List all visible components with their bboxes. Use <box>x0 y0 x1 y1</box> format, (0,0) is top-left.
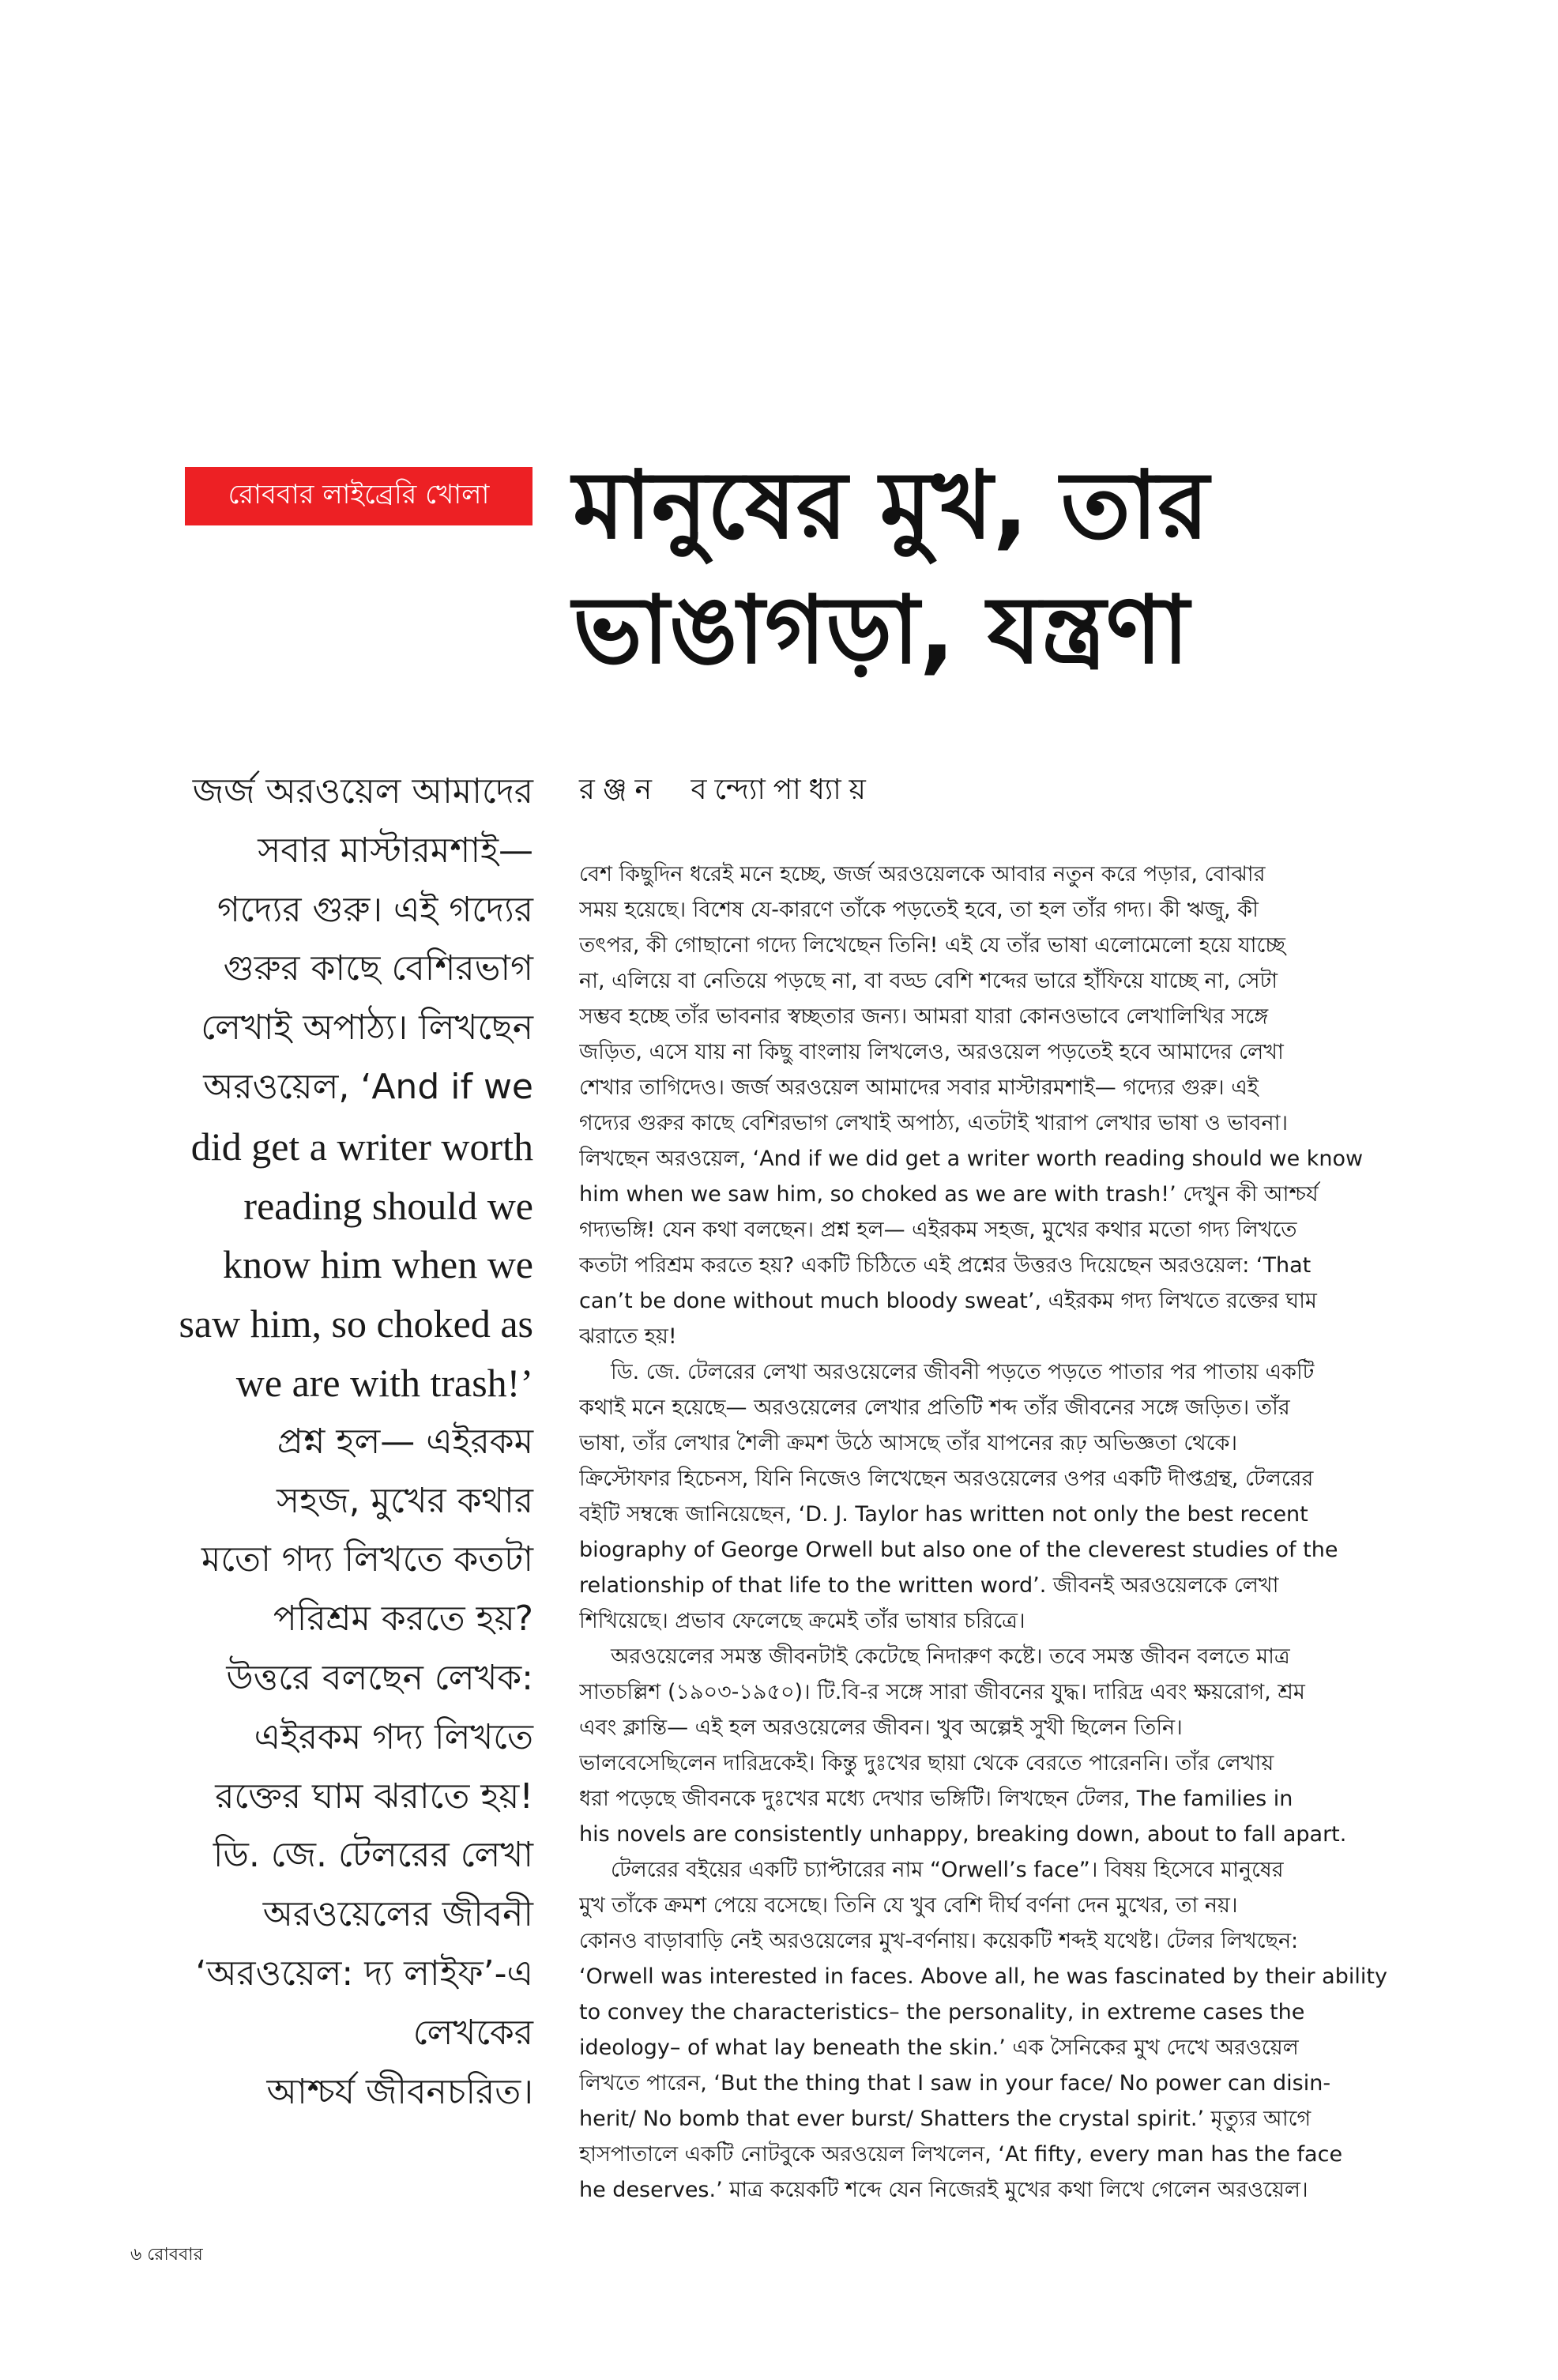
body-line: herit/ No bomb that ever burst/ Shatters the crystal spirit.’ মৃত্যুর আগে <box>579 2107 1312 2131</box>
body-line: কতটা পরিশ্রম করতে হয়? একটি চিঠিতে এই প্রশ্নের উত্তরও দিয়েছেন অরওয়েল: ‘That <box>579 1253 1312 1278</box>
pull-quote-line: know him when we <box>223 1242 533 1287</box>
pull-quote-line: গদ্যের গুরু। এই গদ্যের <box>216 889 533 930</box>
body-line: ডি. জে. টেলরের লেখা অরওয়েলের জীবনী পড়তে পড়তে পাতার পর পাতায় একটি <box>611 1360 1315 1384</box>
body-line: ধরা পড়েছে জীবনকে দুঃখের মধ্যে দেখার ভঙ্গিটি। লিখছেন টেলর, The families in <box>579 1787 1293 1811</box>
pull-quote-line: আশ্চর্য জীবনচরিত। <box>266 2071 533 2112</box>
pull-quote-line: ‘অরওয়েল: দ্য লাইফ’-এ <box>195 1953 533 1994</box>
pull-quote-line: সবার মাস্টারমশাই— <box>258 830 533 871</box>
pull-quote-line: প্রশ্ন হল— এইরকম <box>277 1421 533 1462</box>
pull-quote-line: অরওয়েল, ‘And if we <box>203 1066 533 1107</box>
pull-quote-line: গুরুর কাছে বেশিরভাগ <box>223 948 533 989</box>
body-line: সাতচল্লিশ (১৯০৩-১৯৫০)। টি.বি-র সঙ্গে সারা জীবনের যুদ্ধ। দারিদ্র এবং ক্ষয়রোগ, শ্রম <box>579 1680 1305 1704</box>
body-line: হাসপাতালে একটি নোটবুকে অরওয়েল লিখলেন, ‘At fifty, every man has the face <box>579 2142 1343 2167</box>
body-line: ঝরাতে হয়! <box>579 1324 677 1349</box>
body-line: to convey the characteristics– the personality, in extreme cases the <box>579 2000 1305 2024</box>
body-line: এবং ক্লান্তি— এই হল অরওয়েলের জীবন। খুব অল্পেই সুখী ছিলেন তিনি। <box>579 1715 1183 1740</box>
body-line: ভাষা, তাঁর লেখার শৈলী ক্রমশ উঠে আসছে তাঁর যাপনের রূঢ় অভিজ্ঞতা থেকে। <box>579 1431 1238 1455</box>
pull-quote-line: রক্তের ঘাম ঝরাতে হয়! <box>215 1776 533 1817</box>
body-line: সম্ভব হচ্ছে তাঁর ভাবনার স্বচ্ছতার জন্য। আমরা যারা কোনওভাবে লেখালিখির সঙ্গে <box>579 1004 1269 1029</box>
pull-quote-line: মতো গদ্য লিখতে কতটা <box>201 1539 533 1580</box>
body-line: কোনও বাড়াবাড়ি নেই অরওয়েলের মুখ-বর্ণনায়। কয়েকটি শব্দই যথেষ্ট। টেলর লিখছেন: <box>579 1929 1299 1953</box>
body-line: ভালবেসেছিলেন দারিদ্রকেই। কিন্তু দুঃখের ছায়া থেকে বেরতে পারেননি। তাঁর লেখায় <box>579 1751 1274 1776</box>
pull-quote-line: অরওয়েলের জীবনী <box>262 1894 533 1935</box>
pull-quote-line: সহজ, মুখের কথার <box>277 1480 533 1521</box>
body-line: শিখিয়েছে। প্রভাব ফেলেছে ক্রমেই তাঁর ভাষার চরিত্রে। <box>579 1609 1025 1633</box>
body-line: গদ্যভঙ্গি! যেন কথা বলছেন। প্রশ্ন হল— এইরকম সহজ, মুখের কথার মতো গদ্য লিখতে <box>579 1218 1297 1242</box>
headline <box>573 442 1521 692</box>
page-folio: ৬ রোববার <box>130 2245 203 2265</box>
headline-line-2: ভাঙাগড়া, যন্ত্রণা <box>573 575 1190 684</box>
pull-quote-line: we are with trash!’ <box>235 1360 533 1405</box>
body-line: বেশ কিছুদিন ধরেই মনে হচ্ছে, জর্জ অরওয়েলকে আবার নতুন করে পড়ার, বোঝার <box>579 862 1266 887</box>
article-body <box>579 857 1440 2208</box>
body-line: ‘Orwell was interested in faces. Above all, he was fascinated by their ability <box>579 1964 1387 1989</box>
headline-line-1: মানুষের মুখ, তার <box>573 450 1210 559</box>
pull-quote-line: ডি. জে. টেলরের লেখা <box>213 1835 533 1876</box>
body-line: অরওয়েলের সমস্ত জীবনটাই কেটেছে নিদারুণ কষ্টে। তবে সমস্ত জীবন বলতে মাত্র <box>611 1644 1290 1669</box>
pull-quote-line: লেখাই অপাঠ্য। লিখছেন <box>201 1007 533 1049</box>
pull-quote-line: লেখকের <box>412 2012 533 2053</box>
body-line: টেলরের বইয়ের একটি চ্যাপ্টারের নাম “Orwell’s face”। বিষয় হিসেবে মানুষের <box>611 1858 1284 1882</box>
body-line: biography of George Orwell but also one of the cleverest studies of the <box>579 1538 1338 1562</box>
body-line: ideology– of what lay beneath the skin.’ এক সৈনিকের মুখ দেখে অরওয়েল <box>579 2035 1299 2060</box>
body-line: সময় হয়েছে। বিশেষ যে-কারণে তাঁকে পড়তেই হবে, তা হল তাঁর গদ্য। কী ঋজু, কী <box>579 898 1259 922</box>
pull-quote-line: did get a writer worth <box>190 1124 533 1169</box>
body-line: can’t be done without much bloody sweat’, এইরকম গদ্য লিখতে রক্তের ঘাম <box>579 1289 1317 1313</box>
pull-quote <box>119 763 533 2122</box>
body-line: কথাই মনে হয়েছে— অরওয়েলের লেখার প্রতিটি শব্দ তাঁর জীবনের সঙ্গে জড়িত। তাঁর <box>579 1395 1290 1420</box>
pull-quote-line: reading should we <box>243 1183 533 1228</box>
body-line: শেখার তাগিদেও। জর্জ অরওয়েল আমাদের সবার মাস্টারমশাই— গদ্যের গুরু। এই <box>579 1075 1259 1100</box>
pull-quote-line: পরিশ্রম করতে হয়? <box>273 1599 533 1640</box>
body-line: him when we saw him, so choked as we are with trash!’ দেখুন কী আশ্চর্য <box>579 1182 1319 1207</box>
body-line: তৎপর, কী গোছানো গদ্যে লিখেছেন তিনি! এই যে তাঁর ভাষা এলোমেলো হয়ে যাচ্ছে <box>579 933 1285 958</box>
body-line: লিখছেন অরওয়েল, ‘And if we did get a writer worth reading should we know <box>579 1147 1364 1171</box>
body-line: গদ্যের গুরুর কাছে বেশিরভাগ লেখাই অপাঠ্য, এতটাই খারাপ লেখার ভাষা ও ভাবনা। <box>579 1111 1289 1135</box>
pull-quote-line: saw him, so choked as <box>179 1301 533 1346</box>
pull-quote-line: এইরকম গদ্য লিখতে <box>254 1716 533 1757</box>
body-line: his novels are consistently unhappy, breaking down, about to fall apart. <box>579 1822 1347 1847</box>
body-line: না, এলিয়ে বা নেতিয়ে পড়ছে না, বা বড্ড বেশি শব্দের ভারে হাঁফিয়ে যাচ্ছে না, সেটা <box>579 969 1278 993</box>
body-line: ক্রিস্টোফার হিচেনস, যিনি নিজেও লিখেছেন অরওয়েলের ওপর একটি দীপ্তগ্রন্থ, টেলরের <box>579 1467 1314 1491</box>
body-line: জড়িত, এসে যায় না কিছু বাংলায় লিখলেও, অরওয়েল পড়তেই হবে আমাদের লেখা <box>579 1040 1284 1064</box>
byline: রঞ্জন বন্দ্যোপাধ্যায় <box>579 774 874 806</box>
body-line: মুখ তাঁকে ক্রমশ পেয়ে বসেছে। তিনি যে খুব বেশি দীর্ঘ বর্ণনা দেন মুখের, তা নয়। <box>579 1893 1238 1918</box>
body-line: বইটি সম্বন্ধে জানিয়েছেন, ‘D. J. Taylor has written not only the best recent <box>579 1502 1308 1527</box>
body-line: relationship of that life to the written word’. জীবনই অরওয়েলকে লেখা <box>579 1573 1279 1598</box>
pull-quote-line: উত্তরে বলছেন লেখক: <box>226 1657 533 1698</box>
pull-quote-line: জর্জ অরওয়েল আমাদের <box>192 771 533 812</box>
body-line: লিখতে পারেন, ‘But the thing that I saw in your face/ No power can disin- <box>579 2071 1331 2096</box>
body-line: he deserves.’ মাত্র কয়েকটি শব্দে যেন নিজেরই মুখের কথা লিখে গেলেন অরওয়েল। <box>579 2178 1308 2202</box>
section-tag: রোববার লাইব্রেরি খোলা <box>185 467 533 525</box>
